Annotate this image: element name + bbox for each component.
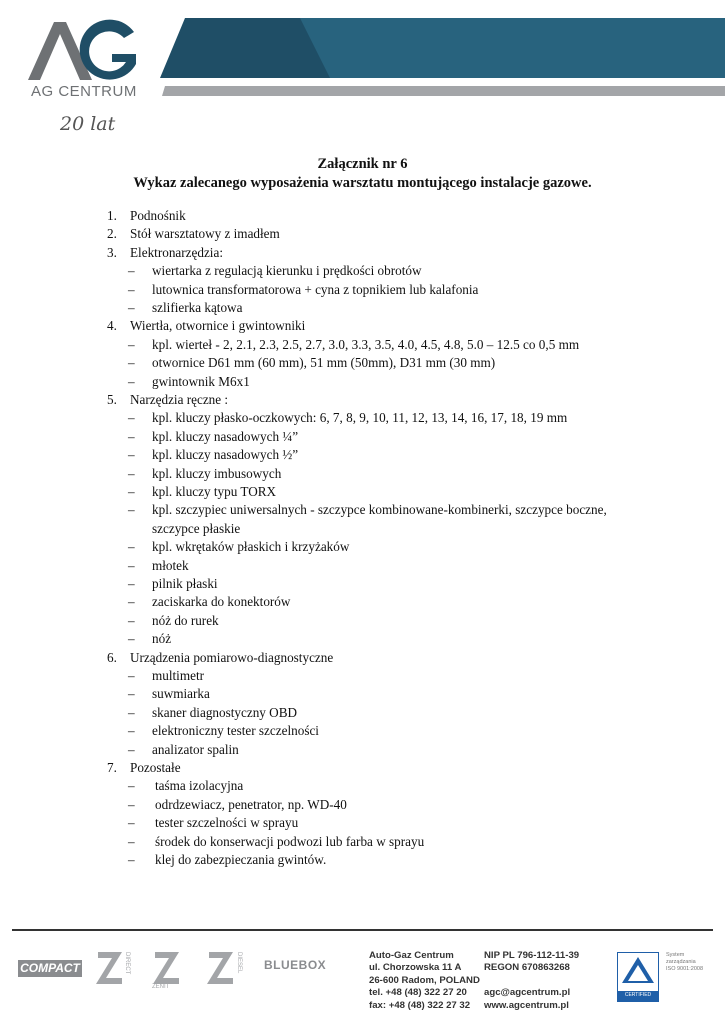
bluebox-brand-logo: BLUEBOX xyxy=(264,958,327,972)
zenit-label: ZENIT xyxy=(152,984,170,990)
list-item-number: 3. xyxy=(107,244,117,260)
bullet-dash: – xyxy=(128,612,135,628)
list-subitem-text: kpl. kluczy imbusowych xyxy=(152,465,282,481)
list-subitem-text: młotek xyxy=(152,557,189,573)
company-regon: REGON 670863268 xyxy=(484,962,570,974)
bullet-dash: – xyxy=(128,668,135,683)
bullet-dash: – xyxy=(128,557,135,573)
cert-line-1: System xyxy=(666,952,685,958)
bullet-dash: – xyxy=(128,484,135,499)
list-subitem-text: wiertarka z regulacją kierunku i prędkości obrotów xyxy=(152,263,422,279)
list-subitem-text: kpl. kluczy płasko-oczkowych: 6, 7, 8, 9, 10, 11, 12, 13, 14, 16, 17, 18, 19 mm xyxy=(152,410,568,426)
zenit-logo-icon xyxy=(153,948,193,988)
list-subitem-text: multimetr xyxy=(152,668,205,683)
bullet-dash: – xyxy=(128,594,135,610)
list-subitem-text: kpl. szczypiec uniwersalnych - szczypce kombinowane-kombinerki, szczypce boczne, xyxy=(152,502,607,518)
list-subitem-text: kpl. kluczy nasadowych ¼” xyxy=(152,428,299,444)
list-subitem-text: skaner diagnostyczny OBD xyxy=(152,704,298,720)
list-subitem-text: elektroniczny tester szczelności xyxy=(152,723,319,739)
list-subitem-text: tester szczelności w sprayu xyxy=(155,815,299,831)
bullet-dash: – xyxy=(128,447,135,463)
bullet-dash: – xyxy=(128,686,135,702)
bullet-dash: – xyxy=(128,631,135,647)
bullet-dash: – xyxy=(128,281,135,297)
list-subitem-text: kpl. kluczy nasadowych ½” xyxy=(152,447,299,463)
bullet-dash: – xyxy=(128,410,135,426)
list-subitem-text: kpl. kluczy typu TORX xyxy=(152,484,277,499)
footer-divider xyxy=(12,929,713,931)
bullet-dash: – xyxy=(128,815,135,831)
company-website[interactable]: www.agcentrum.pl xyxy=(484,999,569,1011)
bullet-dash: – xyxy=(128,263,135,279)
list-subitem-text: odrdzewiacz, penetrator, np. WD-40 xyxy=(155,796,347,812)
company-registration xyxy=(484,950,579,1012)
zenit-direct-logo-icon xyxy=(96,948,136,988)
bullet-dash: – xyxy=(128,373,135,389)
ag-logo-icon xyxy=(28,18,140,84)
list-item-number: 1. xyxy=(107,208,117,223)
bullet-dash: – xyxy=(128,465,135,481)
list-item-number: 2. xyxy=(107,226,117,242)
list-item-number: 6. xyxy=(107,649,117,665)
company-name: Auto-Gaz Centrum xyxy=(369,950,454,961)
bullet-dash: – xyxy=(128,539,135,555)
cert-line-2: zarządzania xyxy=(666,959,696,965)
letterhead xyxy=(0,0,725,140)
list-subitem-text: klej do zabezpieczania gwintów. xyxy=(155,852,327,867)
title-line-1: Załącznik nr 6 xyxy=(317,156,408,172)
company-street: ul. Chorzowska 11 A xyxy=(369,962,462,974)
company-nip: NIP PL 796-112-11-39 xyxy=(484,950,580,961)
bullet-dash: – xyxy=(128,778,135,794)
company-city: 26-600 Radom, POLAND xyxy=(369,974,480,986)
list-subitem-text: otwornice D61 mm (60 mm), 51 mm (50mm), D31 mm (30 mm) xyxy=(152,355,496,371)
bullet-dash: – xyxy=(128,300,135,315)
list-item-text: Urządzenia pomiarowo-diagnostyczne xyxy=(130,649,334,665)
list-item-text: Narzędzia ręczne : xyxy=(130,392,229,407)
list-item-text: Elektronarzędzia: xyxy=(130,244,223,260)
company-tel: tel. +48 (48) 322 27 20 xyxy=(369,987,467,999)
bullet-dash: – xyxy=(128,741,135,757)
list-subitem-text: taśma izolacyjna xyxy=(155,778,244,794)
bullet-dash: – xyxy=(128,355,135,371)
compact-brand-logo: COMPACT xyxy=(18,960,82,977)
list-subitem-text: zaciskarka do konektorów xyxy=(152,594,291,610)
cert-text xyxy=(666,952,703,973)
company-fax: fax: +48 (48) 322 27 32 xyxy=(369,999,471,1011)
list-item-number: 5. xyxy=(107,392,117,407)
list-item-number: 7. xyxy=(107,760,117,775)
list-item-text: Pozostałe xyxy=(130,760,181,775)
bullet-dash: – xyxy=(128,852,135,867)
list-subitem-text: szczypce płaskie xyxy=(152,520,241,536)
bullet-dash: – xyxy=(128,502,135,518)
list-subitem-text: analizator spalin xyxy=(152,741,239,757)
title-line-2: Wykaz zalecanego wyposażenia warsztatu montującego instalacje gazowe. xyxy=(133,174,592,191)
logo-company-name: AG CENTRUM xyxy=(31,83,137,100)
list-subitem-text: szlifierka kątowa xyxy=(152,300,243,315)
document-title xyxy=(0,155,725,192)
bullet-dash: – xyxy=(128,723,135,739)
list-subitem-text: lutownica transformatorowa + cyna z topnikiem lub kalafonia xyxy=(152,281,479,297)
logo-anniversary: 20 lat xyxy=(60,113,116,135)
tuv-certificate-logo-icon xyxy=(617,952,659,1002)
list-subitem-text: nóż do rurek xyxy=(152,612,219,628)
list-subitem-text: gwintownik M6x1 xyxy=(152,373,250,389)
company-email[interactable]: agc@agcentrum.pl xyxy=(484,987,571,999)
list-subitem-text: środek do konserwacji podwozi lub farba w sprayu xyxy=(155,833,425,849)
bullet-dash: – xyxy=(128,336,135,352)
cert-line-3: ISO 9001:2008 xyxy=(666,966,704,972)
list-subitem-text: kpl. wierteł - 2, 2.1, 2.3, 2.5, 2.7, 3.0, 3.3, 3.5, 4.0, 4.5, 4.8, 5.0 – 12.5 co 0,5 mm xyxy=(152,336,580,352)
list-item-text: Podnośnik xyxy=(130,208,186,223)
cert-badge-label: CERTIFIED xyxy=(624,992,652,998)
list-item-text: Stół warsztatowy z imadłem xyxy=(130,226,280,242)
company-address xyxy=(369,950,480,1012)
list-subitem-text: kpl. wkrętaków płaskich i krzyżaków xyxy=(152,539,350,555)
list-item-number: 4. xyxy=(107,318,117,334)
list-subitem-text: pilnik płaski xyxy=(152,576,218,591)
list-subitem-text: nóż xyxy=(152,631,172,647)
list-subitem-text: suwmiarka xyxy=(152,686,210,702)
bullet-dash: – xyxy=(128,704,135,720)
bullet-dash: – xyxy=(128,576,135,591)
bullet-dash: – xyxy=(128,428,135,444)
list-item-text: Wiertła, otwornice i gwintowniki xyxy=(130,318,306,334)
zenit-direct-label: DIRECT xyxy=(124,952,130,975)
bullet-dash: – xyxy=(128,833,135,849)
zenit-diesel-label: DIESEL xyxy=(236,952,242,974)
bullet-dash: – xyxy=(128,796,135,812)
